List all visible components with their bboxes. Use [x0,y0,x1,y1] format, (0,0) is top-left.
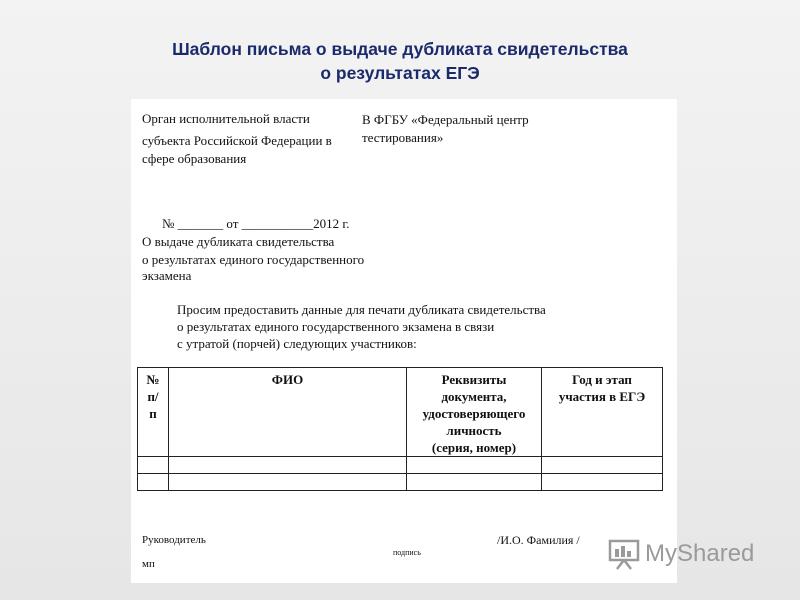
slide-title-line-2: о результатах ЕГЭ [320,63,480,83]
table-row [138,457,663,474]
table-cell [542,474,663,491]
body-line-2: о результатах единого государственного экзамена в связи [177,319,495,334]
table-header-row [138,368,663,457]
sender-line-1: Орган исполнительной власти [142,111,310,126]
table-cell [138,474,169,491]
number-date-line: № _______ от ___________2012 г. [162,216,350,231]
watermark [607,537,754,571]
slide-title-line-1: Шаблон письма о выдаче дубликата свидетельства [172,39,628,59]
subject-line-2: о результатах единого государственного [142,252,365,267]
table-cell [138,457,169,474]
table-cell [169,474,407,491]
recipient-line-1: В ФГБУ «Федеральный центр [362,112,529,127]
sender-line-3: сфере образования [142,151,247,166]
recipient-line-2: тестирования» [362,130,444,145]
table-cell [169,457,407,474]
presentation-board-icon [607,537,641,571]
header-id-document: Реквизиты документа, удостоверяющего личность (серия, номер) [407,368,542,457]
slide-title [0,37,800,85]
table-cell [407,457,542,474]
stamp-label: мп [142,558,155,570]
watermark-text: MyShared [645,540,755,567]
sender-line-2: субъекта Российской Федерации в [142,133,332,148]
subject-line-3: экзамена [142,268,192,283]
body-line-1: Просим предоставить данные для печати дубликата свидетельства [177,302,546,317]
table-cell [407,474,542,491]
signer-label: Руководитель [142,534,206,546]
signature-label: подпись [393,548,421,557]
subject-line-1: О выдаче дубликата свидетельства [142,234,335,249]
participants-table [137,367,663,491]
table-cell [542,457,663,474]
name-placeholder: /И.О. Фамилия / [497,533,580,547]
table-row [138,474,663,491]
body-line-3: с утратой (порчей) следующих участников: [177,336,417,351]
letter-template-page [131,99,677,583]
header-number: № п/ п [138,368,169,457]
header-full-name: ФИО [169,368,407,457]
header-exam-year-stage: Год и этап участия в ЕГЭ [542,368,663,457]
